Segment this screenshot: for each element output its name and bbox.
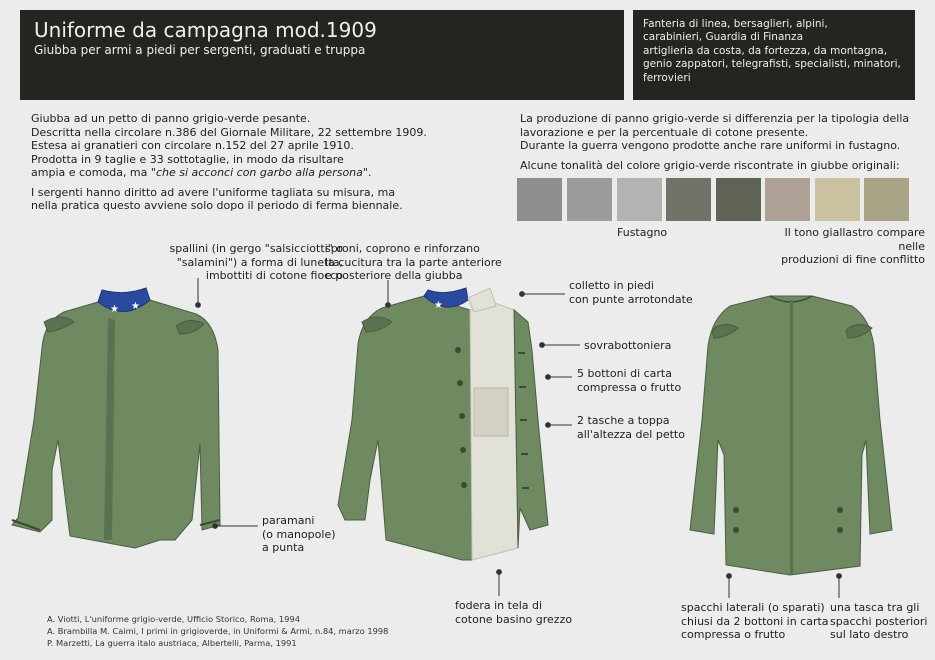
open-jacket-illustration (338, 288, 548, 560)
note-line: Il tono giallastro compare nelle (784, 226, 925, 253)
intro-text: ". (362, 166, 372, 179)
back-jacket-illustration (690, 296, 892, 575)
intro-line: Descritta nella circolare n.386 del Giornale Militare, 22 settembre 1909. (31, 125, 427, 139)
annotation-line: sul lato destro (830, 628, 909, 641)
annotation-line: 5 bottoni di carta (577, 367, 672, 380)
annotation-line: la cucitura tra la parte anteriore (325, 255, 502, 269)
annotation-line: fodera in tela di (455, 599, 543, 612)
annotation-line: spacchi posteriori (830, 614, 928, 628)
intro-line: Durante la guerra vengono prodotte anche rare uniformi in fustagno. (520, 139, 901, 152)
intro-line: La produzione di panno grigio-verde si differenzia per la tipologia della (520, 112, 910, 125)
annotation-bottoni (577, 367, 681, 394)
annotation-line: chiusi da 2 bottoni in carta (681, 614, 829, 628)
annotation-line: 2 tasche a toppa (577, 414, 670, 427)
annotation-fodera (455, 599, 572, 626)
units-line: Fanteria di linea, bersaglieri, alpini, (643, 18, 828, 30)
annotation-line: con punte arrotondate (569, 292, 693, 306)
page-subtitle: Giubba per armi a piedi per sergenti, graduati e truppa (34, 43, 366, 57)
annotation-line: compressa o frutto (577, 380, 682, 394)
intro-line: lavorazione e per la percentuale di cotone presente. (520, 125, 809, 139)
annotation-spacchi (681, 601, 829, 642)
front-jacket-illustration (12, 288, 220, 548)
annotation-line: compressa o frutto (681, 628, 786, 641)
svg-text:★: ★ (110, 304, 119, 315)
units-line: genio zappatori, telegrafisti, specialisti, minatori, (643, 58, 901, 71)
fustagno-label: Fustagno (617, 226, 668, 239)
annotation-sproni (325, 242, 502, 283)
annotation-line: una tasca tra gli (830, 601, 920, 614)
annotation-spallini (144, 242, 343, 283)
svg-text:★: ★ (131, 301, 140, 312)
reference-item: A. Brambilla M. Caimi, I primi in grigioverde, in Uniformi & Armi, n.84, marzo 1998 (47, 626, 389, 636)
intro-line: Alcune tonalità del colore grigio-verde riscontrate in giubbe originali: (520, 158, 900, 172)
intro-line: nella pratica questo avviene solo dopo il periodo di ferma biennale. (31, 199, 403, 212)
intro-line: Prodotta in 9 taglie e 33 sottotaglie, in modo da risultare (31, 152, 344, 166)
annotation-tasche (577, 414, 685, 441)
note-line: produzioni di fine conflitto (781, 253, 925, 266)
intro-line: Giubba ad un petto di panno grigio-verde pesante. (31, 112, 311, 125)
reference-item: A. Viotti, L'uniforme grigio-verde, Ufficio Storico, Roma, 1994 (47, 614, 300, 624)
annotation-tasca-posteriore (830, 601, 928, 642)
annotation-line: cotone basino grezzo (455, 612, 573, 626)
intro-line: Estesa ai granatieri con circolare n.152 del 27 aprile 1910. (31, 139, 354, 152)
annotation-line: all'altezza del petto (577, 427, 685, 441)
intro-line: I sergenti hanno diritto ad avere l'uniforme tagliata su misura, ma (31, 185, 396, 199)
units-line: ferrovieri (643, 71, 691, 84)
annotation-line: paramani (262, 514, 315, 527)
annotation-colletto (569, 279, 693, 306)
annotation-line: spallini (in gergo "salsicciotti" o (169, 242, 343, 255)
annotation-line: colletto in piedi (569, 279, 654, 292)
references (47, 613, 388, 649)
annotation-paramani (262, 514, 336, 555)
page-title: Uniforme da campagna mod.1909 (34, 18, 377, 42)
annotation-line: e posteriore della giubba (325, 269, 463, 282)
annotation-line: imbottiti di cotone fiocco (205, 269, 343, 282)
annotation-line: sproni, coprono e rinforzano (325, 242, 480, 255)
annotation-line: a punta (262, 541, 305, 554)
annotation-sovrabottoniera: sovrabottoniera (584, 339, 672, 352)
annotation-line: (o manopole) (262, 527, 336, 541)
units-line: carabinieri, Guardia di Finanza (643, 31, 803, 44)
reference-item: P. Marzetti, La guerra italo austriaca, Albertelli, Parma, 1991 (47, 638, 297, 648)
intro-quote: che si acconci con garbo alla persona (155, 166, 363, 179)
units-line: artiglieria da costa, da fortezza, da montagna, (643, 44, 888, 57)
intro-text: ampia e comoda, ma " (31, 166, 156, 179)
annotation-line: "salamini") a forma di lunetta, (176, 255, 343, 269)
svg-text:★: ★ (434, 300, 443, 311)
annotation-line: spacchi laterali (o sparati) (681, 601, 825, 614)
